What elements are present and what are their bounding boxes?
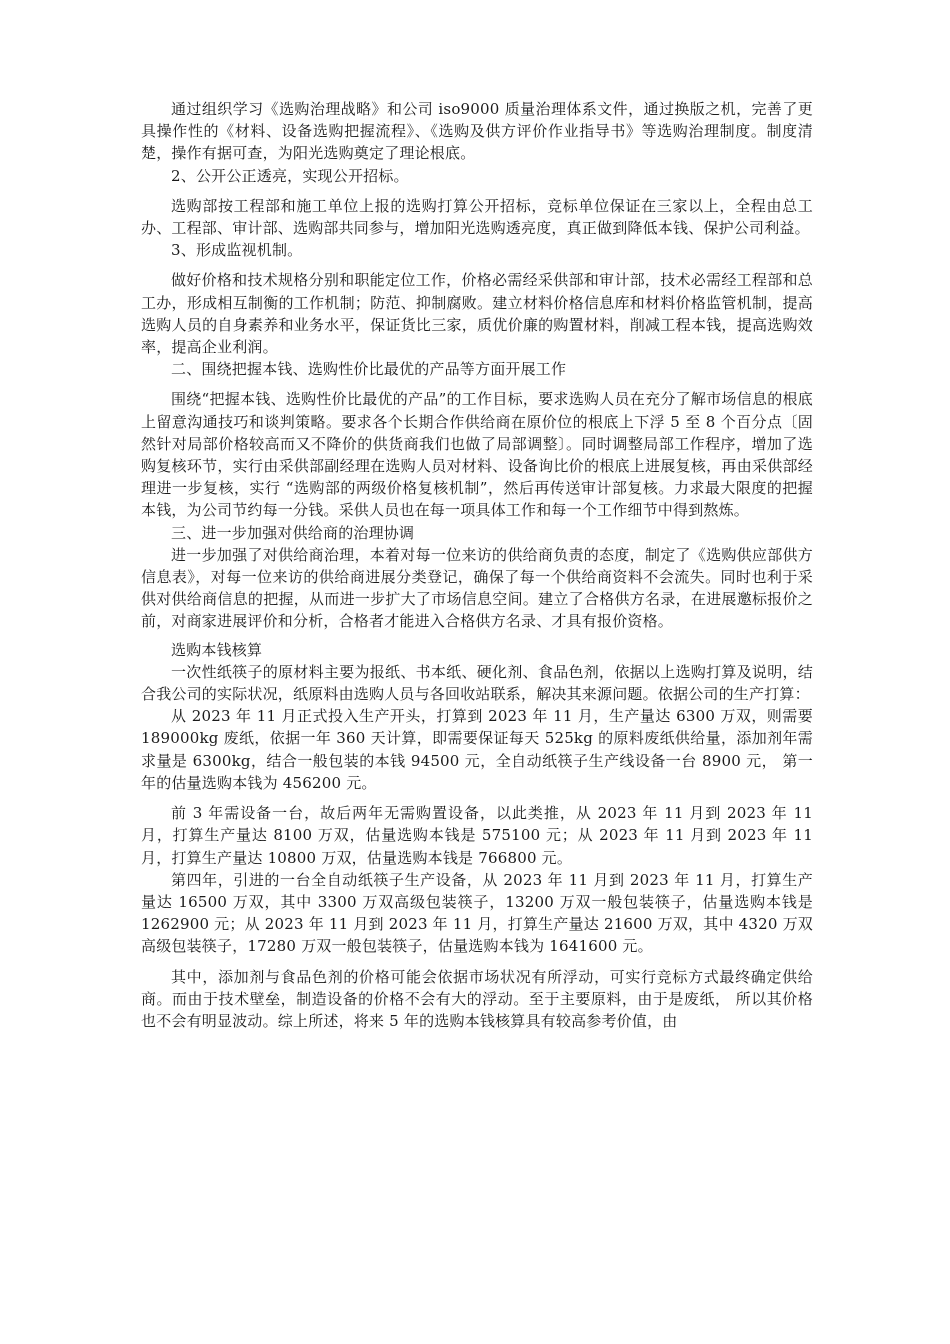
paragraph-open-bidding: 选购部按工程部和施工单位上报的选购打算公开招标，竞标单位保证在三家以上，全程由总工办、工程部、审计部、选购部共同参与，增加阳光选购透亮度，真正做到降低本钱、保护公司利益。 [141,196,813,238]
paragraph-first-year: 从 2023 年 11 月正式投入生产开头，打算到 2023 年 11 月，生产量达 6300 万双，则需要189000kg 废纸，依据一年 360 天计算，即需要保证每天 525kg 的原料废纸供给量，添加剂年需求量是 6300kg，结合一般包装的本钱 94500 元，全自动纸筷子生产线设备一台 8900 元， 第一年的估量选购本钱为 456200 元。 [141,707,813,792]
paragraph-years-two-three: 前 3 年需设备一台，故后两年无需购置设备，以此类推，从 2023 年 11 月到 2023 年 11 月，打算生产量达 8100 万双，估量选购本钱是 575100 元；从 2023 年 11 月到 2023 年 11 月，打算生产量达 10800 万双，估量选购本钱是 766800 元。 [141,804,813,867]
paragraph-study-system: 通过组织学习《选购治理战略》和公司 iso9000 质量治理体系文件，通过换版之机，完善了更具操作性的《材料、设备选购把握流程》、《选购及供方评价作业指导书》等选购治理制度。制度清楚，操作有据可查，为阳光选购奠定了理论根底。 [141,100,813,163]
heading-open-bidding: 2、公开公正透亮，实现公开招标。 [171,166,409,185]
paragraph-supplier-management: 进一步加强了对供给商治理，本着对每一位来访的供给商负责的态度，制定了《选购供应部供方信息表》，对每一位来访的供给商进展分类登记，确保了每一个供给商资料不会流失。同时也利于采供对供给商信息的把握，从而进一步扩大了市场信息空间。建立了合格供方名录，在进展邀标报价之前，对商家进展评价和分析，合格者才能进入合格供方名录、才具有报价资格。 [141,545,813,631]
paragraph-supervision: 做好价格和技术规格分别和职能定位工作，价格必需经采供部和审计部，技术必需经工程部和总工办，形成相互制衡的工作机制；防范、抑制腐败。建立材料价格信息库和材料价格监管机制，提高选购人员的自身素养和业务水平，保证货比三家，质优价廉的购置材料，削减工程本钱，提高选购效率，提高企业利润。 [141,271,813,357]
heading-supervision: 3、形成监视机制。 [171,241,303,260]
paragraph-year-four: 第四年，引进的一台全自动纸筷子生产设备，从 2023 年 11 月到 2023 年 11 月，打算生产量达 16500 万双，其中 3300 万双高级包装筷子，13200 万双一般包装筷子，估量选购本钱是 1262900 元；从 2023 年 11 月到 2023 年 11 月，打算生产量达 21600 万双，其中 4320 万双高级包装筷子，17280 万双一般包装筷子，估量选购本钱为 1641600 元。 [141,870,813,956]
paragraph-price-stability: 其中，添加剂与食品色剂的价格可能会依据市场状况有所浮动，可实行竞标方式最终确定供给商。而由于技术壁垒，制造设备的价格不会有大的浮动。至于主要原料，由于是废纸， 所以其价格也不会有明显波动。综上所述，将来 5 年的选购本钱核算具有较高参考价值，由 [141,967,813,1030]
heading-supplier-management: 三、进一步加强对供给商的治理协调 [171,523,415,542]
paragraph-cost-control: 围绕“把握本钱、选购性价比最优的产品”的工作目标，要求选购人员在充分了解市场信息的根底上留意沟通技巧和谈判策略。要求各个长期合作供给商在原价位的根底上下浮 5 至 8 个百分点〔固然针对局部价格较高而又不降价的供货商我们也做了局部调整〕。同时调整局部工作程序，增加了选购复核环节，实行由采供部副经理在选购人员对材料、设备询比价的根底上进展复核，再由采供部经理进一步复核，实行 “选购部的两级价格复核机制”，然后再传送审计部复核。力求最大限度的把握本钱，为公司节约每一分钱。采供人员也在每一项具体工作和每一个工作细节中得到熬炼。 [141,390,813,520]
heading-cost-accounting: 选购本钱核算 [171,640,263,659]
heading-cost-control: 二、围绕把握本钱、选购性价比最优的产品等方面开展工作 [171,360,567,379]
document-page [141,98,813,1032]
paragraph-raw-materials: 一次性纸筷子的原材料主要为报纸、书本纸、硬化剂、食品色剂，依据以上选购打算及说明，结合我公司的实际状况，纸原料由选购人员与各回收站联系，解决其来源问题。依据公司的生产打算： [141,662,813,704]
